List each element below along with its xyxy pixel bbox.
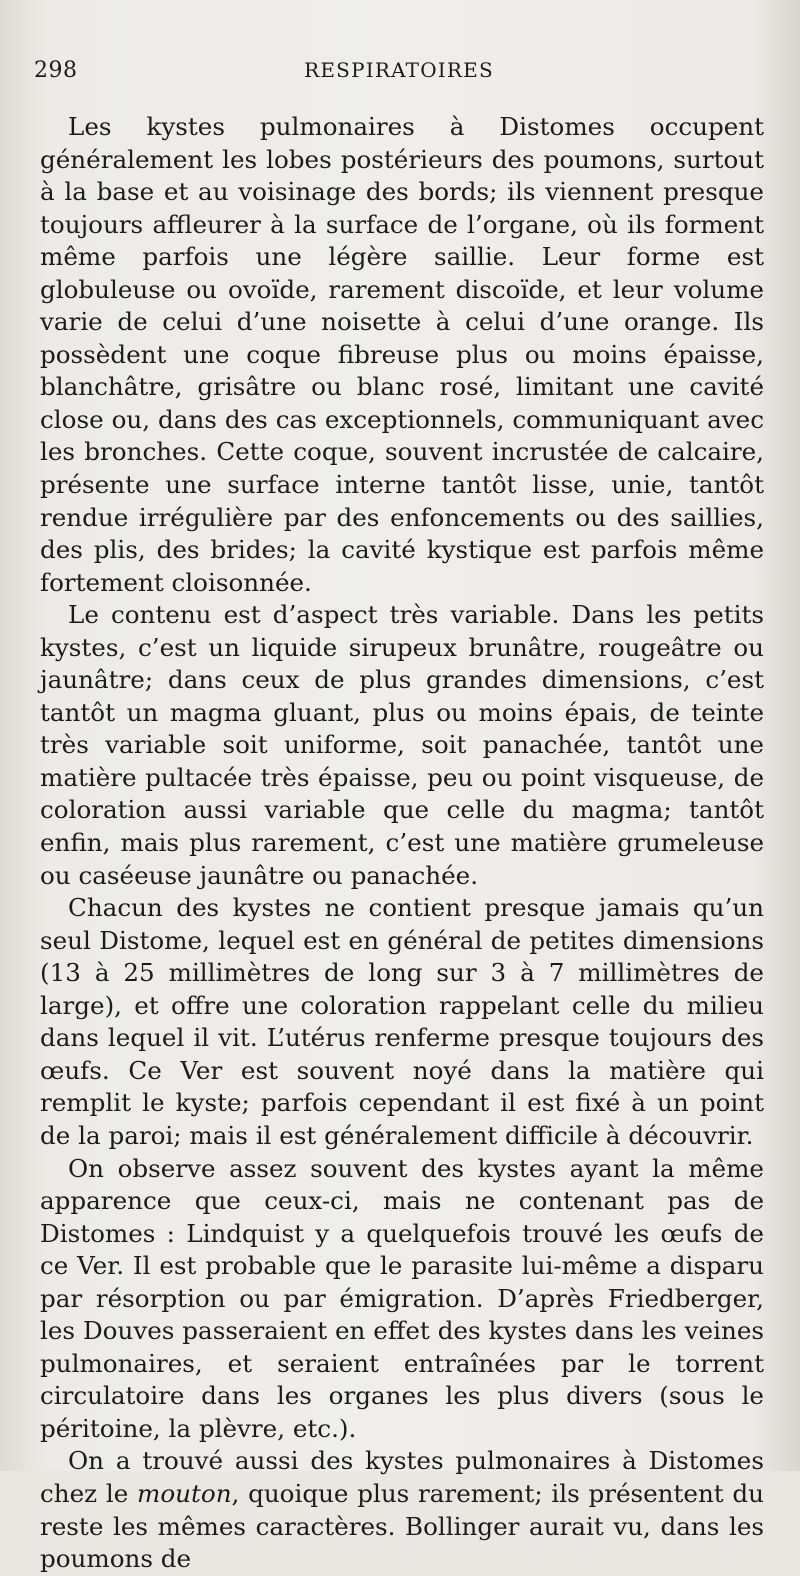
paragraph: Le contenu est d’aspect très variable. Dans les petits kystes, c’est un liquide sirupeux brunâtre, rougeâtre ou jaunâtre; dans ceux de plus grandes dimensions, c’est tantôt un magma gluant, plus ou moins épais, de teinte très variable soit uniforme, soit panachée, tantôt une matière pultacée très épaisse, peu ou point visqueuse, de coloration aussi variable que celle du magma; tantôt enfin, mais plus rarement, c’est une matière grumeleuse ou caséeuse jaunâtre ou panachée.: [40, 600, 764, 890]
paragraph: Chacun des kystes ne contient presque jamais qu’un seul Distome, lequel est en général de petites dimensions (13 à 25 millimètres de long sur 3 à 7 millimètres de large), et offre une coloration rappelant celle du milieu dans lequel il vit. L’utérus renferme presque toujours des œufs. Ce Ver est souvent noyé dans la matière qui remplit le kyste; parfois cependant il est fixé à un point de la paroi; mais il est généralement difficile à découvrir.: [40, 893, 764, 1150]
paragraph: Les kystes pulmonaires à Distomes occupent généralement les lobes postérieurs des poumons, surtout à la base et au voisinage des bords; ils viennent presque toujours affleurer à la surface de l’organe, où ils forment même parfois une légère saillie. Leur forme est globuleuse ou ovoïde, rarement discoïde, et leur volume varie de celui d’une noisette à celui d’une orange. Ils possèdent une coque fibreuse plus ou moins épaisse, blanchâtre, grisâtre ou blanc rosé, limitant une cavité close ou, dans des cas exceptionnels, communiquant avec les bronches. Cette coque, souvent incrustée de calcaire, présente une surface interne tantôt lisse, unie, tantôt rendue irrégulière par des enfoncements ou des saillies, des plis, des brides; la cavité kystique est parfois même fortement cloisonnée.: [40, 112, 764, 597]
paragraph: [40, 1445, 764, 1575]
running-head: RESPIRATOIRES: [304, 58, 494, 82]
paragraph-text: , quoique plus rarement; ils présentent du reste les mêmes caractères. Bollinger aurait vu, dans les poumons de: [40, 1478, 765, 1574]
page-header: [34, 58, 764, 90]
italic-term: mouton: [137, 1478, 232, 1508]
paragraph: On observe assez souvent des kystes ayant la même apparence que ceux-ci, mais ne contenant pas de Distomes : Lindquist y a quelquefois trouvé les œufs de ce Ver. Il est probable que le parasite lui-même a disparu par résorption ou par émigration. D’après Friedberger, les Douves passeraient en effet des kystes dans les veines pulmonaires, et seraient entraînées par le torrent circulatoire dans les organes les plus divers (sous le péritoine, la plèvre, etc.).: [40, 1153, 764, 1443]
paragraph-text: On a trouvé aussi des kystes pulmonaires à Distomes chez le: [40, 1446, 764, 1508]
page-number: 298: [34, 58, 78, 83]
body-text: [40, 111, 764, 1576]
